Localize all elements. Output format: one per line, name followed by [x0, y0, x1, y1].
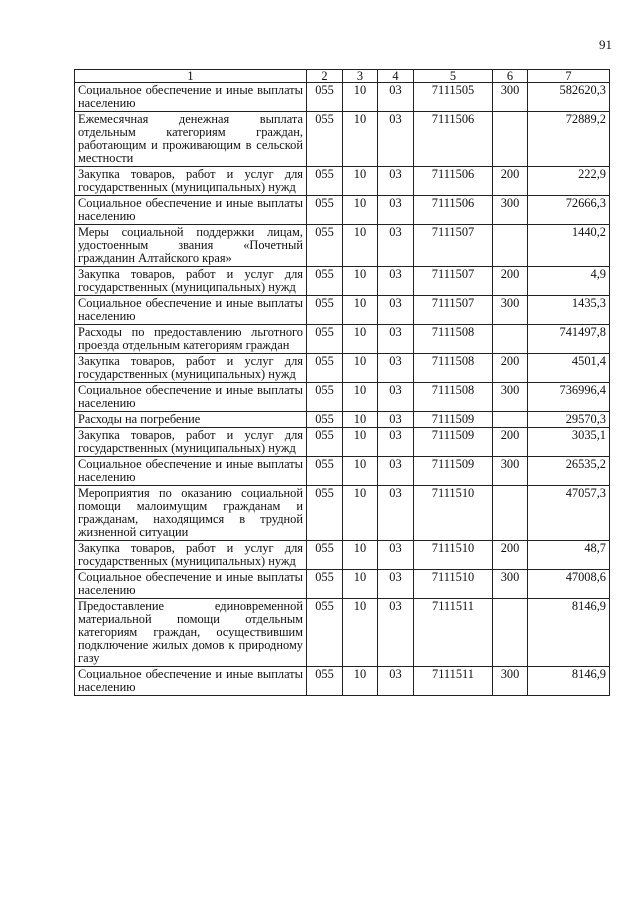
expense-type-code [493, 486, 528, 541]
subsection-code: 03 [378, 457, 414, 486]
section-code: 10 [343, 383, 378, 412]
expense-type-code [493, 225, 528, 267]
target-article-code: 7111509 [414, 428, 493, 457]
section-code: 10 [343, 296, 378, 325]
target-article-code: 7111511 [414, 599, 493, 667]
column-header: 6 [493, 70, 528, 83]
column-header: 7 [528, 70, 610, 83]
ministry-code: 055 [307, 570, 343, 599]
amount: 47057,3 [528, 486, 610, 541]
ministry-code: 055 [307, 167, 343, 196]
expense-type-code: 200 [493, 541, 528, 570]
ministry-code: 055 [307, 541, 343, 570]
page-number: 91 [599, 37, 612, 52]
section-code: 10 [343, 428, 378, 457]
table-row [75, 599, 610, 667]
expense-type-code: 200 [493, 354, 528, 383]
subsection-code: 03 [378, 325, 414, 354]
expense-type-code: 300 [493, 667, 528, 696]
ministry-code: 055 [307, 412, 343, 428]
expense-name: Меры социальной поддержки лицам, удостоенным звания «Почетный гражданин Алтайского края» [75, 225, 307, 267]
section-code: 10 [343, 599, 378, 667]
target-article-code: 7111508 [414, 325, 493, 354]
subsection-code: 03 [378, 354, 414, 383]
subsection-code: 03 [378, 667, 414, 696]
target-article-code: 7111508 [414, 354, 493, 383]
section-code: 10 [343, 667, 378, 696]
expense-type-code: 300 [493, 83, 528, 112]
ministry-code: 055 [307, 225, 343, 267]
section-code: 10 [343, 167, 378, 196]
expense-type-code [493, 325, 528, 354]
expense-type-code: 200 [493, 267, 528, 296]
budget-table [74, 69, 610, 696]
amount: 72889,2 [528, 112, 610, 167]
table-row [75, 457, 610, 486]
ministry-code: 055 [307, 112, 343, 167]
section-code: 10 [343, 412, 378, 428]
table-row [75, 196, 610, 225]
section-code: 10 [343, 354, 378, 383]
expense-type-code: 300 [493, 570, 528, 599]
column-header: 4 [378, 70, 414, 83]
table-row [75, 325, 610, 354]
subsection-code: 03 [378, 112, 414, 167]
table-row [75, 428, 610, 457]
column-header: 1 [75, 70, 307, 83]
subsection-code: 03 [378, 83, 414, 112]
amount: 29570,3 [528, 412, 610, 428]
target-article-code: 7111507 [414, 225, 493, 267]
target-article-code: 7111509 [414, 412, 493, 428]
column-header: 3 [343, 70, 378, 83]
expense-name: Закупка товаров, работ и услуг для государственных (муниципальных) нужд [75, 167, 307, 196]
target-article-code: 7111510 [414, 486, 493, 541]
amount: 3035,1 [528, 428, 610, 457]
table-row [75, 267, 610, 296]
expense-name: Расходы на погребение [75, 412, 307, 428]
expense-name: Социальное обеспечение и иные выплаты населению [75, 83, 307, 112]
ministry-code: 055 [307, 296, 343, 325]
ministry-code: 055 [307, 267, 343, 296]
section-code: 10 [343, 541, 378, 570]
target-article-code: 7111507 [414, 267, 493, 296]
table-row [75, 541, 610, 570]
target-article-code: 7111510 [414, 541, 493, 570]
section-code: 10 [343, 196, 378, 225]
section-code: 10 [343, 225, 378, 267]
expense-name: Социальное обеспечение и иные выплаты населению [75, 667, 307, 696]
section-code: 10 [343, 112, 378, 167]
subsection-code: 03 [378, 167, 414, 196]
target-article-code: 7111511 [414, 667, 493, 696]
amount: 26535,2 [528, 457, 610, 486]
ministry-code: 055 [307, 383, 343, 412]
subsection-code: 03 [378, 428, 414, 457]
section-code: 10 [343, 267, 378, 296]
ministry-code: 055 [307, 486, 343, 541]
subsection-code: 03 [378, 267, 414, 296]
ministry-code: 055 [307, 83, 343, 112]
expense-name: Социальное обеспечение и иные выплаты населению [75, 383, 307, 412]
expense-name: Закупка товаров, работ и услуг для государственных (муниципальных) нужд [75, 354, 307, 383]
ministry-code: 055 [307, 325, 343, 354]
ministry-code: 055 [307, 599, 343, 667]
amount: 1440,2 [528, 225, 610, 267]
ministry-code: 055 [307, 196, 343, 225]
table-row [75, 112, 610, 167]
expense-name: Предоставление единовременной материальной помощи отдельным категориям граждан, осуществившим подключение жилых домов к природному газу [75, 599, 307, 667]
section-code: 10 [343, 457, 378, 486]
amount: 48,7 [528, 541, 610, 570]
expense-name: Закупка товаров, работ и услуг для государственных (муниципальных) нужд [75, 267, 307, 296]
target-article-code: 7111506 [414, 196, 493, 225]
subsection-code: 03 [378, 570, 414, 599]
expense-type-code: 200 [493, 167, 528, 196]
table-row [75, 167, 610, 196]
table-row [75, 383, 610, 412]
subsection-code: 03 [378, 196, 414, 225]
ministry-code: 055 [307, 667, 343, 696]
amount: 8146,9 [528, 667, 610, 696]
expense-type-code: 300 [493, 296, 528, 325]
header-row [75, 70, 610, 83]
table-row [75, 570, 610, 599]
expense-name: Социальное обеспечение и иные выплаты населению [75, 196, 307, 225]
table-row [75, 354, 610, 383]
target-article-code: 7111506 [414, 167, 493, 196]
ministry-code: 055 [307, 428, 343, 457]
expense-type-code [493, 412, 528, 428]
target-article-code: 7111509 [414, 457, 493, 486]
subsection-code: 03 [378, 296, 414, 325]
expense-name: Мероприятия по оказанию социальной помощи малоимущим гражданам и гражданам, находящимся в трудной жизненной ситуации [75, 486, 307, 541]
table-row [75, 225, 610, 267]
subsection-code: 03 [378, 541, 414, 570]
target-article-code: 7111510 [414, 570, 493, 599]
subsection-code: 03 [378, 383, 414, 412]
target-article-code: 7111505 [414, 83, 493, 112]
subsection-code: 03 [378, 412, 414, 428]
table-row [75, 83, 610, 112]
amount: 8146,9 [528, 599, 610, 667]
amount: 1435,3 [528, 296, 610, 325]
expense-name: Социальное обеспечение и иные выплаты населению [75, 457, 307, 486]
amount: 72666,3 [528, 196, 610, 225]
amount: 47008,6 [528, 570, 610, 599]
subsection-code: 03 [378, 225, 414, 267]
expense-type-code: 200 [493, 428, 528, 457]
expense-name: Социальное обеспечение и иные выплаты населению [75, 296, 307, 325]
expense-type-code: 300 [493, 457, 528, 486]
amount: 222,9 [528, 167, 610, 196]
expense-type-code: 300 [493, 196, 528, 225]
expense-type-code: 300 [493, 383, 528, 412]
expense-type-code [493, 599, 528, 667]
subsection-code: 03 [378, 599, 414, 667]
table-row [75, 412, 610, 428]
expense-type-code [493, 112, 528, 167]
ministry-code: 055 [307, 354, 343, 383]
expense-name: Закупка товаров, работ и услуг для государственных (муниципальных) нужд [75, 428, 307, 457]
section-code: 10 [343, 486, 378, 541]
target-article-code: 7111507 [414, 296, 493, 325]
expense-name: Социальное обеспечение и иные выплаты населению [75, 570, 307, 599]
table-row [75, 667, 610, 696]
amount: 582620,3 [528, 83, 610, 112]
amount: 4501,4 [528, 354, 610, 383]
table-row [75, 296, 610, 325]
section-code: 10 [343, 325, 378, 354]
section-code: 10 [343, 570, 378, 599]
target-article-code: 7111506 [414, 112, 493, 167]
expense-name: Закупка товаров, работ и услуг для государственных (муниципальных) нужд [75, 541, 307, 570]
table-row [75, 486, 610, 541]
expense-name: Ежемесячная денежная выплата отдельным категориям граждан, работающим и проживающим в сельской местности [75, 112, 307, 167]
ministry-code: 055 [307, 457, 343, 486]
column-header: 5 [414, 70, 493, 83]
section-code: 10 [343, 83, 378, 112]
amount: 736996,4 [528, 383, 610, 412]
column-header: 2 [307, 70, 343, 83]
amount: 4,9 [528, 267, 610, 296]
amount: 741497,8 [528, 325, 610, 354]
subsection-code: 03 [378, 486, 414, 541]
expense-name: Расходы по предоставлению льготного проезда отдельным категориям граждан [75, 325, 307, 354]
target-article-code: 7111508 [414, 383, 493, 412]
